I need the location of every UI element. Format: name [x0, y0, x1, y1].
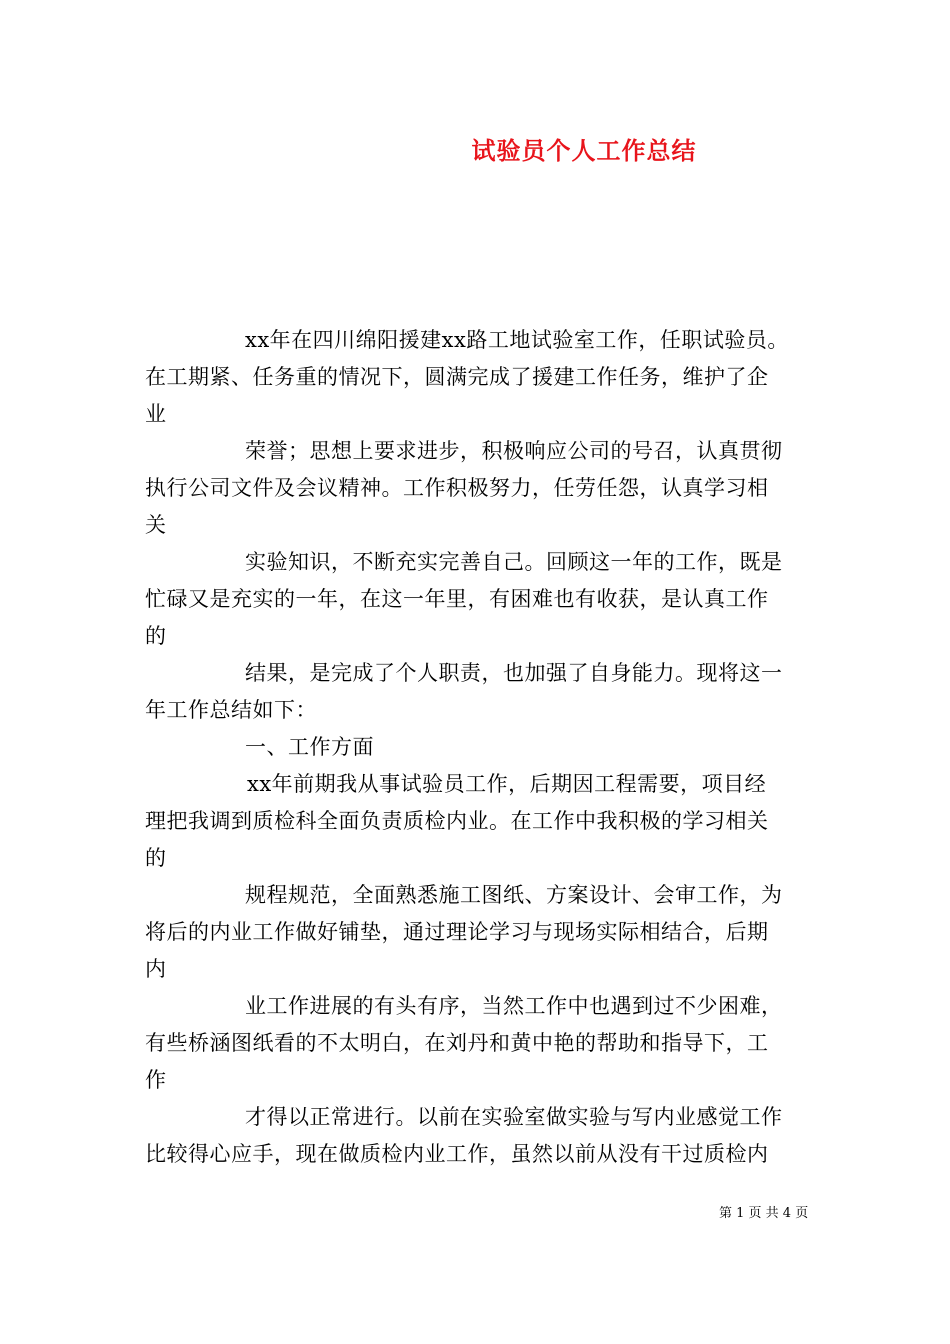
body-line: 比较得心应手，现在做质检内业工作，虽然以前从没有干过质检内 [145, 1142, 769, 1166]
body-line: 才得以正常进行。以前在实验室做实验与写内业感觉工作 [245, 1105, 783, 1129]
body-line: 结果，是完成了个人职责，也加强了自身能力。现将这一 [245, 661, 783, 685]
body-line: 将后的内业工作做好铺垫，通过理论学习与现场实际相结合，后期 [145, 920, 769, 944]
document-title: 试验员个人工作总结 [471, 136, 697, 165]
body-line: 业 [145, 402, 167, 426]
body-line: 忙碌又是充实的一年，在这一年里，有困难也有收获，是认真工作 [145, 587, 769, 611]
body-line: 内 [145, 957, 167, 981]
body-line: 规程规范，全面熟悉施工图纸、方案设计、会审工作，为 [245, 883, 783, 907]
body-line: 实验知识，不断充实完善自己。回顾这一年的工作，既是 [245, 550, 783, 574]
body-line: 的 [145, 624, 167, 648]
body-line: 年工作总结如下： [145, 698, 317, 722]
body-line: 业工作进展的有头有序，当然工作中也遇到过不少困难， [245, 994, 783, 1018]
section-heading: 一、工作方面 [245, 735, 374, 759]
body-line: xx年前期我从事试验员工作，后期因工程需要，项目经 [247, 772, 767, 796]
body-line: 执行公司文件及会议精神。工作积极努力，任劳任怨，认真学习相 [145, 476, 769, 500]
body-line: 作 [145, 1068, 167, 1092]
body-line: xx年在四川绵阳援建xx路工地试验室工作，任职试验员。 [245, 328, 789, 352]
document-body [145, 322, 810, 1173]
body-line: 在工期紧、任务重的情况下，圆满完成了援建工作任务，维护了企 [145, 365, 769, 389]
body-line: 的 [145, 846, 167, 870]
page-number-footer: 第 1 页 共 4 页 [719, 1206, 809, 1221]
body-line: 关 [145, 513, 167, 537]
body-line: 有些桥涵图纸看的不太明白，在刘丹和黄中艳的帮助和指导下，工 [145, 1031, 769, 1055]
body-line: 荣誉；思想上要求进步，积极响应公司的号召，认真贯彻 [245, 439, 783, 463]
body-line: 理把我调到质检科全面负责质检内业。在工作中我积极的学习相关 [145, 809, 769, 833]
